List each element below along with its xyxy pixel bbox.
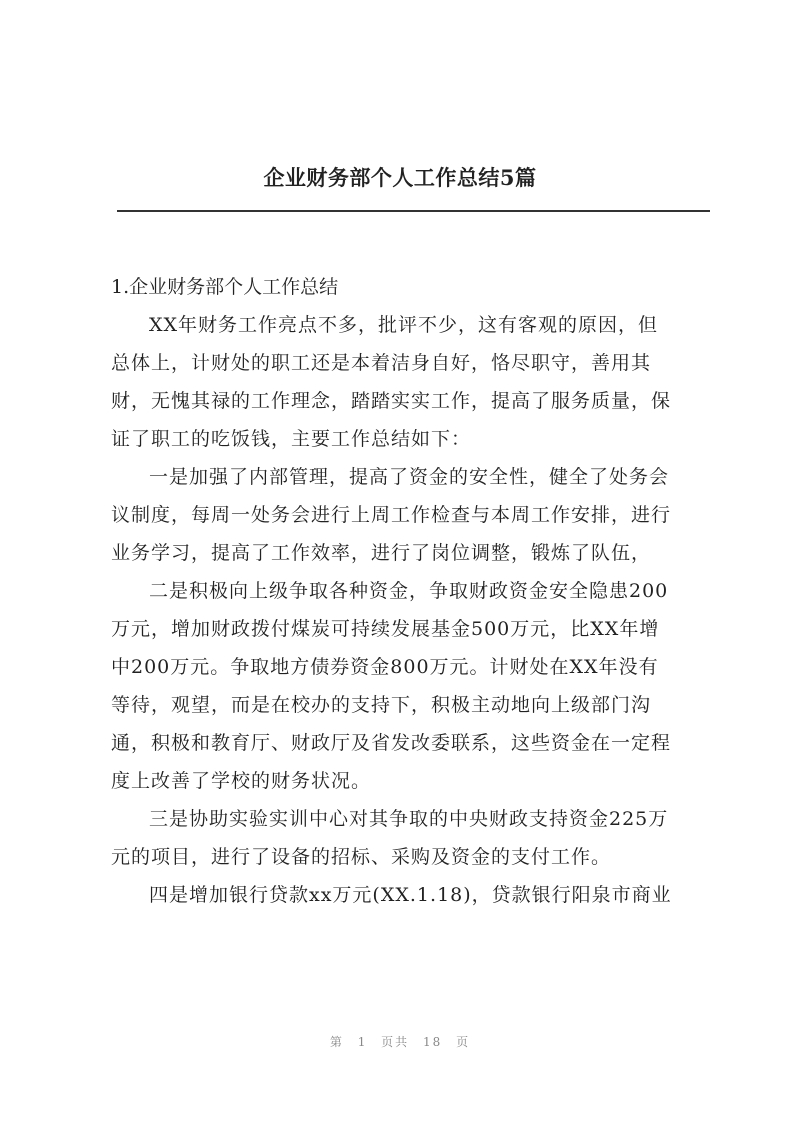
title-divider <box>117 210 710 212</box>
page-label-mid: 页共 <box>381 1035 410 1049</box>
paragraph-line: XX年财务工作亮点不多，批评不少，这有客观的原因，但 <box>149 314 659 336</box>
current-page-number: 1 <box>357 1035 368 1049</box>
document-body <box>111 268 711 914</box>
total-pages-number: 18 <box>423 1035 443 1049</box>
page-label-prefix: 第 <box>329 1035 344 1049</box>
paragraph-item-3 <box>111 800 711 876</box>
paragraph-line: 总体上，计财处的职工还是本着洁身自好，恪尽职守，善用其 <box>111 352 652 374</box>
paragraph-line: 元的项目，进行了设备的招标、采购及资金的支付工作。 <box>111 846 612 868</box>
paragraph-line: 二是积极向上级争取各种资金，争取财政资金安全隐患200 <box>149 580 669 602</box>
paragraph-line: 等待，观望，而是在校办的支持下，积极主动地向上级部门沟 <box>111 694 652 716</box>
page-footer <box>0 1033 800 1050</box>
paragraph-line: 证了职工的吃饭钱，主要工作总结如下： <box>111 428 472 450</box>
paragraph-line: 四是增加银行贷款xx万元(XX.1.18)，贷款银行阳泉市商业 <box>149 884 672 906</box>
page-label-suffix: 页 <box>456 1035 471 1049</box>
paragraph-line: 一是加强了内部管理，提高了资金的安全性，健全了处务会 <box>149 466 670 488</box>
paragraph-line: 财，无愧其禄的工作理念，踏踏实实工作，提高了服务质量，保 <box>111 390 672 412</box>
paragraph-line: 三是协助实验实训中心对其争取的中央财政支持资金225万 <box>149 808 669 830</box>
document-title: 企业财务部个人工作总结5篇 <box>263 165 537 190</box>
paragraph-line: 万元，增加财政拨付煤炭可持续发展基金500万元，比XX年增 <box>111 618 660 640</box>
paragraph-item-1 <box>111 458 711 572</box>
paragraph-line: 通，积极和教育厅、财政厅及省发改委联系，这些资金在一定程 <box>111 732 672 754</box>
paragraph-item-2 <box>111 572 711 800</box>
paragraph-line: 议制度，每周一处务会进行上周工作检查与本周工作安排，进行 <box>111 504 672 526</box>
paragraph-intro <box>111 306 711 458</box>
paragraph-line: 度上改善了学校的财务状况。 <box>111 770 372 792</box>
paragraph-line: 业务学习，提高了工作效率，进行了岗位调整，锻炼了队伍， <box>111 542 652 564</box>
paragraph-item-4 <box>111 876 711 914</box>
section-heading: 1.企业财务部个人工作总结 <box>111 276 339 298</box>
paragraph-line: 中200万元。争取地方债券资金800万元。计财处在XX年没有 <box>111 656 659 678</box>
